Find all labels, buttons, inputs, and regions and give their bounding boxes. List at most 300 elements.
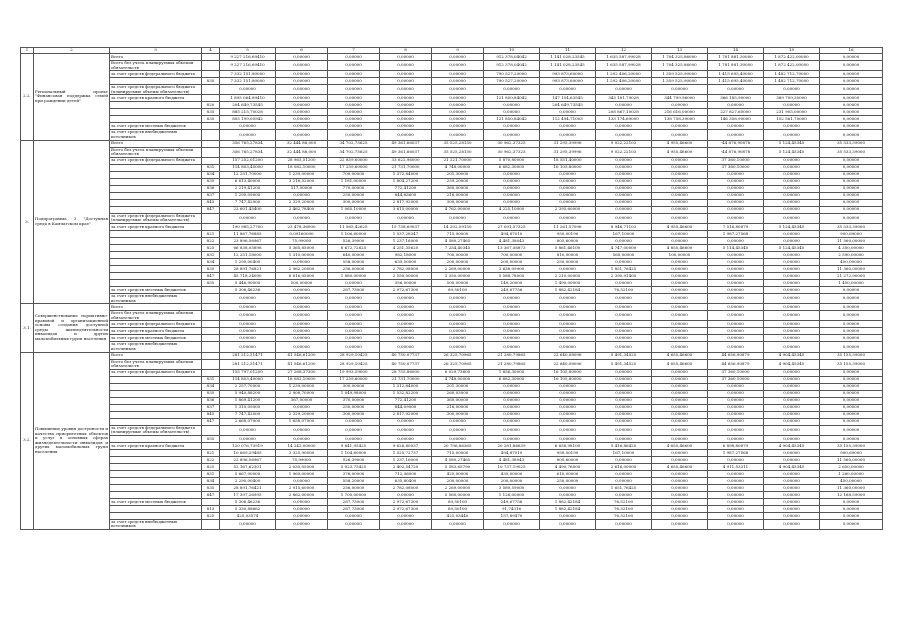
amount-cell: 0,00000 — [708, 512, 764, 519]
column-number-14: 14 — [708, 48, 764, 54]
amount-cell: 425,00000 — [432, 470, 484, 477]
amount-cell: 0,00000 — [764, 192, 820, 199]
section-name: Совершенствование нормативно-правовой и организационной основы создания доступной среды жизнедеятельности инвалидов и других маломобильных групп населения — [34, 304, 110, 352]
amount-cell: 885 215,70028 — [220, 109, 276, 116]
amount-cell: 0,00000 — [596, 418, 652, 425]
amount-cell: 0,00000 — [380, 491, 432, 498]
amount-cell: 22 640,08096 — [540, 352, 596, 359]
amount-cell: 0,00000 — [820, 304, 883, 311]
funding-source: за счет средств федерального бюджета — [110, 157, 202, 164]
budget-code — [202, 140, 220, 147]
table-row — [21, 335, 883, 342]
amount-cell: 0,00000 — [764, 484, 820, 491]
amount-cell: 0,00000 — [432, 293, 484, 303]
amount-cell: 0,00000 — [380, 311, 432, 321]
amount-cell: 1 260,00000 — [820, 470, 883, 477]
amount-cell: 0,00000 — [432, 519, 484, 529]
amount-cell: 0,00000 — [708, 404, 764, 411]
amount-cell: 256,00000 — [328, 484, 380, 491]
section-name: Повышение уровня доступности и качества приоритетных объектов и услуг в основных сферах жизнедеятельности инвалидов и других маломобильных групп населения — [34, 352, 110, 530]
amount-cell: 0,00000 — [328, 425, 380, 435]
amount-cell: 167,10000 — [596, 449, 652, 456]
amount-cell: 0,00000 — [432, 328, 484, 335]
funding-source: за счет средств местных бюджетов — [110, 498, 202, 505]
budget-code: 835 — [202, 484, 220, 491]
amount-cell: 1 237,16000 — [380, 237, 432, 244]
amount-cell: 0,00000 — [276, 95, 328, 102]
amount-cell: 0,00000 — [596, 470, 652, 477]
funding-source: за счет средств местных бюджетов — [110, 335, 202, 342]
budget-code — [202, 85, 220, 95]
amount-cell: 32 444 88,000 — [276, 147, 328, 157]
amount-cell: 0,00000 — [276, 512, 328, 519]
amount-cell: 201,30000 — [432, 171, 484, 178]
amount-cell: 4 251,35620 — [380, 244, 432, 251]
amount-cell: 900,69000 — [820, 449, 883, 456]
amount-cell: 1 106,60000 — [328, 230, 380, 237]
amount-cell: 0,00000 — [764, 411, 820, 418]
amount-cell: 950,00190 — [540, 449, 596, 456]
amount-cell: 0,00000 — [484, 199, 540, 206]
amount-cell: 5 583,65790 — [432, 463, 484, 470]
amount-cell: 1 804,27200 — [380, 178, 432, 185]
column-number-8: 8 — [380, 48, 432, 54]
budget-code — [202, 293, 220, 303]
amount-cell: 993 873,60000 — [540, 71, 596, 78]
amount-cell: 0,00000 — [596, 85, 652, 95]
amount-cell: 0,00000 — [220, 311, 276, 321]
amount-cell: 0,00000 — [328, 321, 380, 328]
funding-source: за счет средств внебюджетных источников — [110, 293, 202, 303]
amount-cell: 0,00000 — [764, 123, 820, 130]
table-row — [21, 78, 883, 85]
amount-cell: 4 655,46600 — [652, 442, 708, 449]
amount-cell: 35 533,39000 — [820, 147, 883, 157]
budget-code — [202, 359, 220, 369]
funding-source: Всего без учета планируемых объемов обязательств — [110, 359, 202, 369]
amount-cell: 5 365,85000 — [276, 244, 328, 251]
table-row — [21, 342, 883, 352]
table-row — [21, 477, 883, 484]
amount-cell: 0,00000 — [484, 328, 540, 335]
amount-cell: 0,00000 — [708, 328, 764, 335]
amount-cell: 0,00000 — [484, 109, 540, 116]
budget-code — [202, 54, 220, 61]
amount-cell: 4 481,38043 — [484, 237, 540, 244]
funding-source — [110, 383, 202, 390]
funding-source — [110, 477, 202, 484]
amount-cell: 0,00000 — [276, 116, 328, 123]
funding-source — [110, 178, 202, 185]
amount-cell: 52 167,62301 — [220, 463, 276, 470]
amount-cell: 0,00000 — [328, 61, 380, 71]
amount-cell: 0,00000 — [596, 456, 652, 463]
amount-cell: 5 560,00000 — [432, 491, 484, 498]
amount-cell: 1 049,98000 — [328, 390, 380, 397]
amount-cell: 6 029,73600 — [432, 369, 484, 376]
amount-cell: 0,00000 — [708, 171, 764, 178]
amount-cell: 5 940,88200 — [220, 390, 276, 397]
amount-cell: 0,00000 — [820, 286, 883, 293]
budget-code — [202, 130, 220, 140]
amount-cell: 1 882,42184 — [540, 498, 596, 505]
amount-cell: 0,00000 — [708, 470, 764, 477]
amount-cell: 0,00000 — [820, 505, 883, 512]
amount-cell: 0,00000 — [380, 293, 432, 303]
amount-cell: 844,63600 — [380, 192, 432, 199]
amount-cell: 0,00000 — [820, 199, 883, 206]
amount-cell: 10 669,29485 — [220, 449, 276, 456]
amount-cell: 0,00000 — [380, 116, 432, 123]
budget-code — [202, 71, 220, 78]
amount-cell: 0,00000 — [820, 321, 883, 328]
amount-cell: 10 737,19025 — [484, 463, 540, 470]
amount-cell: 0,00000 — [220, 342, 276, 352]
budget-code — [202, 442, 220, 449]
amount-cell: 9 022,22103 — [596, 147, 652, 157]
amount-cell: 21 221,70000 — [432, 157, 484, 164]
amount-cell: 0,00000 — [708, 279, 764, 286]
amount-cell: 2 862,00000 — [276, 491, 328, 498]
amount-cell: 16 105,80000 — [540, 164, 596, 171]
amount-cell: 0,00000 — [596, 164, 652, 171]
amount-cell: 11 560,00000 — [820, 237, 883, 244]
budget-code — [202, 519, 220, 529]
amount-cell: 0,00000 — [652, 102, 708, 109]
amount-cell: 149,20000 — [484, 279, 540, 286]
amount-cell: 5 416,86425 — [596, 442, 652, 449]
amount-cell: 0,00000 — [596, 519, 652, 529]
amount-cell: 4 904,45345 — [764, 442, 820, 449]
funding-source — [110, 484, 202, 491]
amount-cell: 21 731,70000 — [380, 376, 432, 383]
funding-source: за счет средств краевого бюджета — [110, 223, 202, 230]
amount-cell: 3 638,09900 — [484, 265, 540, 272]
amount-cell: 0,00000 — [764, 369, 820, 376]
amount-cell: 4 904,45345 — [764, 352, 820, 359]
amount-cell: 0,00000 — [820, 425, 883, 435]
amount-cell: 0,00000 — [540, 404, 596, 411]
amount-cell: 0,00000 — [596, 321, 652, 328]
funding-source: Всего без учета планируемых объемов обязательств — [110, 147, 202, 157]
amount-cell: 0,00000 — [764, 178, 820, 185]
amount-cell: 0,00000 — [820, 95, 883, 102]
amount-cell: 0,00000 — [820, 369, 883, 376]
amount-cell: 494,87010 — [484, 449, 540, 456]
amount-cell: 7 332 151,80000 — [220, 78, 276, 85]
amount-cell: 31 295,39996 — [540, 147, 596, 157]
amount-cell: 715,00000 — [432, 449, 484, 456]
amount-cell: 1 651,76425 — [596, 484, 652, 491]
amount-cell: 0,00000 — [652, 498, 708, 505]
amount-cell: 0,00000 — [596, 304, 652, 311]
amount-cell: 0,00000 — [540, 484, 596, 491]
amount-cell: 772,41200 — [380, 185, 432, 192]
amount-cell: 0,00000 — [484, 293, 540, 303]
amount-cell: 250,00000 — [328, 404, 380, 411]
table-row — [21, 442, 883, 449]
amount-cell: 23 896,56967 — [220, 237, 276, 244]
amount-cell: 1 239,00000 — [276, 383, 328, 390]
amount-cell: 0,00000 — [596, 342, 652, 352]
amount-cell: 0,00000 — [764, 258, 820, 265]
amount-cell: 75,99000 — [276, 456, 328, 463]
table-row — [21, 178, 883, 185]
amount-cell: 0,00000 — [652, 369, 708, 376]
amount-cell: 7 747,42000 — [220, 411, 276, 418]
amount-cell: 0,00000 — [380, 71, 432, 78]
amount-cell: 0,00000 — [708, 213, 764, 223]
amount-cell: 4 762,00000 — [432, 206, 484, 213]
amount-cell: 0,00000 — [328, 328, 380, 335]
funding-source — [110, 470, 202, 477]
amount-cell: 1 880,00000 — [328, 272, 380, 279]
budget-code: 813 — [202, 505, 220, 512]
amount-cell: 0,00000 — [484, 213, 540, 223]
amount-cell: 0,00000 — [328, 342, 380, 352]
table-row — [21, 411, 883, 418]
amount-cell: 0,00000 — [276, 71, 328, 78]
amount-cell: 1 895 064,89410 — [220, 95, 276, 102]
amount-cell: 0,00000 — [484, 171, 540, 178]
amount-cell: 4 955,46600 — [652, 147, 708, 157]
amount-cell: 28 755,86000 — [380, 369, 432, 376]
column-number-3: 3 — [110, 48, 202, 54]
amount-cell: 5 588,78000 — [484, 272, 540, 279]
amount-cell: 0,00000 — [652, 491, 708, 498]
amount-cell: 0,00000 — [432, 78, 484, 85]
amount-cell: 0,00000 — [540, 397, 596, 404]
table-row — [21, 272, 883, 279]
amount-cell: 0,00000 — [540, 265, 596, 272]
amount-cell: 0,00000 — [380, 328, 432, 335]
amount-cell: 790 527,20000 — [484, 78, 540, 85]
amount-cell: 805 199,05942 — [220, 116, 276, 123]
amount-cell: 18 082,10000 — [276, 164, 328, 171]
table-row — [21, 164, 883, 171]
amount-cell: 1 482 712,70000 — [764, 78, 820, 85]
budget-code: 822 — [202, 237, 220, 244]
amount-cell: 11 560,00000 — [820, 456, 883, 463]
amount-cell: 0,00000 — [276, 213, 328, 223]
amount-cell: 0,00000 — [596, 192, 652, 199]
amount-cell: 0,00000 — [596, 404, 652, 411]
amount-cell: 89,50100 — [432, 286, 484, 293]
budget-code: 821 — [202, 449, 220, 456]
amount-cell: 0,00000 — [596, 335, 652, 342]
amount-cell: 0,00000 — [652, 230, 708, 237]
amount-cell: 1 310,09000 — [220, 404, 276, 411]
amount-cell: 0,00000 — [764, 456, 820, 463]
funding-source — [110, 171, 202, 178]
amount-cell: 0,00000 — [764, 171, 820, 178]
amount-cell: 6 898,80879 — [708, 442, 764, 449]
amount-cell: 12 251,18000 — [220, 251, 276, 258]
amount-cell: 0,00000 — [764, 85, 820, 95]
amount-cell: 1 372,84000 — [380, 171, 432, 178]
amount-cell: 91,74316 — [484, 505, 540, 512]
amount-cell: 1 781 881,30000 — [708, 54, 764, 61]
amount-cell: 201,30000 — [432, 383, 484, 390]
amount-cell: 0,00000 — [652, 342, 708, 352]
amount-cell: 0,00000 — [276, 109, 328, 116]
amount-cell: 0,00000 — [380, 61, 432, 71]
table-row — [21, 199, 883, 206]
column-number-5: 5 — [220, 48, 276, 54]
amount-cell: 900,69000 — [820, 230, 883, 237]
amount-cell: 4 955,46600 — [652, 223, 708, 230]
amount-cell: 0,00000 — [276, 505, 328, 512]
funding-source — [110, 116, 202, 123]
amount-cell: 7 254,40345 — [432, 244, 484, 251]
budget-sheet — [20, 47, 882, 530]
amount-cell: 4 580,27465 — [432, 456, 484, 463]
amount-cell: 76,52100 — [596, 286, 652, 293]
amount-cell: 89,50100 — [432, 505, 484, 512]
amount-cell: 23 478,36000 — [276, 223, 328, 230]
amount-cell: 0,00000 — [276, 192, 328, 199]
budget-code: 835 — [202, 265, 220, 272]
amount-cell: 0,00000 — [276, 321, 328, 328]
amount-cell: 0,00000 — [432, 61, 484, 71]
amount-cell: 0,00000 — [220, 328, 276, 335]
amount-cell: 33 622,96000 — [380, 157, 432, 164]
amount-cell: 0,00000 — [484, 178, 540, 185]
amount-cell: 0,00000 — [380, 54, 432, 61]
amount-cell: 1 869,41200 — [220, 397, 276, 404]
amount-cell: 30 962,37325 — [484, 140, 540, 147]
amount-cell: 0,00000 — [764, 418, 820, 425]
amount-cell: 204 649,73545 — [540, 102, 596, 109]
funding-source — [110, 258, 202, 265]
amount-cell: 2 915,60000 — [276, 484, 328, 491]
table-row — [21, 404, 883, 411]
amount-cell: 0,00000 — [328, 102, 380, 109]
amount-cell: 216 616,00000 — [652, 109, 708, 116]
amount-cell: 360,00000 — [432, 185, 484, 192]
amount-cell: 0,00000 — [380, 304, 432, 311]
amount-cell: 0,00000 — [540, 491, 596, 498]
amount-cell: 0,00000 — [764, 102, 820, 109]
amount-cell: 21 280,79865 — [484, 352, 540, 359]
amount-cell: 1 635 587,99028 — [596, 54, 652, 61]
amount-cell: 0,00000 — [276, 498, 328, 505]
amount-cell: 0,00000 — [276, 335, 328, 342]
amount-cell: 0,00000 — [484, 304, 540, 311]
amount-cell: 4 904,45345 — [764, 463, 820, 470]
amount-cell: 20 796,86365 — [432, 442, 484, 449]
amount-cell: 0,00000 — [652, 265, 708, 272]
budget-code: 855 — [202, 435, 220, 442]
amount-cell: 0,00000 — [540, 130, 596, 140]
column-number-4: 4 — [202, 48, 220, 54]
amount-cell: 0,00000 — [764, 304, 820, 311]
amount-cell: 376,00000 — [328, 470, 380, 477]
table-row — [21, 352, 883, 359]
table-row — [21, 279, 883, 286]
amount-cell: 0,00000 — [764, 397, 820, 404]
amount-cell: 28 965,51200 — [276, 157, 328, 164]
funding-source: Всего — [110, 304, 202, 311]
amount-cell: 147 154,63545 — [540, 95, 596, 102]
budget-code — [202, 157, 220, 164]
table-row — [21, 61, 883, 71]
budget-code: 845 — [202, 411, 220, 418]
budget-code: 836 — [202, 397, 220, 404]
amount-cell: 259,20000 — [432, 178, 484, 185]
amount-cell: 0,00000 — [220, 435, 276, 442]
amount-cell: 18 082,10000 — [276, 376, 328, 383]
amount-cell: 138 758,39000 — [652, 116, 708, 123]
amount-cell: 0,00000 — [652, 213, 708, 223]
amount-cell: 121 850,84042 — [484, 116, 540, 123]
funding-source — [110, 512, 202, 519]
funding-source — [110, 435, 202, 442]
budget-code: 847 — [202, 491, 220, 498]
amount-cell: 0,00000 — [540, 328, 596, 335]
amount-cell: 34 702,75625 — [328, 147, 380, 157]
table-row — [21, 425, 883, 435]
amount-cell: 1 292 406,20000 — [596, 71, 652, 78]
amount-cell: 0,00000 — [380, 95, 432, 102]
amount-cell: 0,00000 — [708, 123, 764, 130]
amount-cell: 0,00000 — [820, 178, 883, 185]
amount-cell: 35 155,39000 — [820, 442, 883, 449]
amount-cell: 0,00000 — [764, 157, 820, 164]
amount-cell: 0,00000 — [652, 456, 708, 463]
amount-cell: 26 325,70965 — [432, 359, 484, 369]
table-row — [21, 376, 883, 383]
amount-cell: 287,73000 — [328, 505, 380, 512]
amount-cell: 11 261,57096 — [540, 223, 596, 230]
amount-cell: 0,00000 — [484, 85, 540, 95]
amount-cell: 0,00000 — [328, 123, 380, 130]
amount-cell: 0,00000 — [596, 390, 652, 397]
amount-cell: 227 827,60000 — [708, 109, 764, 116]
amount-cell: 0,00000 — [596, 213, 652, 223]
amount-cell: 204 649,73545 — [220, 102, 276, 109]
amount-cell: 2 650,00000 — [820, 463, 883, 470]
amount-cell: 0,00000 — [652, 185, 708, 192]
amount-cell: 0,00000 — [652, 390, 708, 397]
amount-cell: 1 290,00400 — [220, 258, 276, 265]
amount-cell: 8 946,71103 — [596, 223, 652, 230]
amount-cell: 0,00000 — [380, 435, 432, 442]
amount-cell: 0,00000 — [764, 199, 820, 206]
amount-cell: 0,00000 — [652, 519, 708, 529]
amount-cell: 0,00000 — [764, 272, 820, 279]
amount-cell: 0,00000 — [764, 498, 820, 505]
amount-cell: 0,00000 — [540, 192, 596, 199]
amount-cell: 0,00000 — [652, 404, 708, 411]
amount-cell: 982,18000 — [380, 251, 432, 258]
table-row — [21, 102, 883, 109]
amount-cell: 28 891,76821 — [220, 265, 276, 272]
amount-cell: 0,00000 — [652, 397, 708, 404]
amount-cell: 0,00000 — [328, 519, 380, 529]
amount-cell: 0,00000 — [484, 383, 540, 390]
amount-cell: 425,03574 — [220, 512, 276, 519]
amount-cell: 300,00000 — [432, 411, 484, 418]
amount-cell: 0,00000 — [540, 390, 596, 397]
amount-cell: 157 252,01200 — [220, 157, 276, 164]
amount-cell: 0,00000 — [764, 286, 820, 293]
amount-cell: 1 359 525,90000 — [652, 78, 708, 85]
amount-cell: 0,00000 — [276, 477, 328, 484]
amount-cell: 0,00000 — [652, 383, 708, 390]
amount-cell: 256,00000 — [328, 265, 380, 272]
amount-cell: 500,00000 — [432, 279, 484, 286]
